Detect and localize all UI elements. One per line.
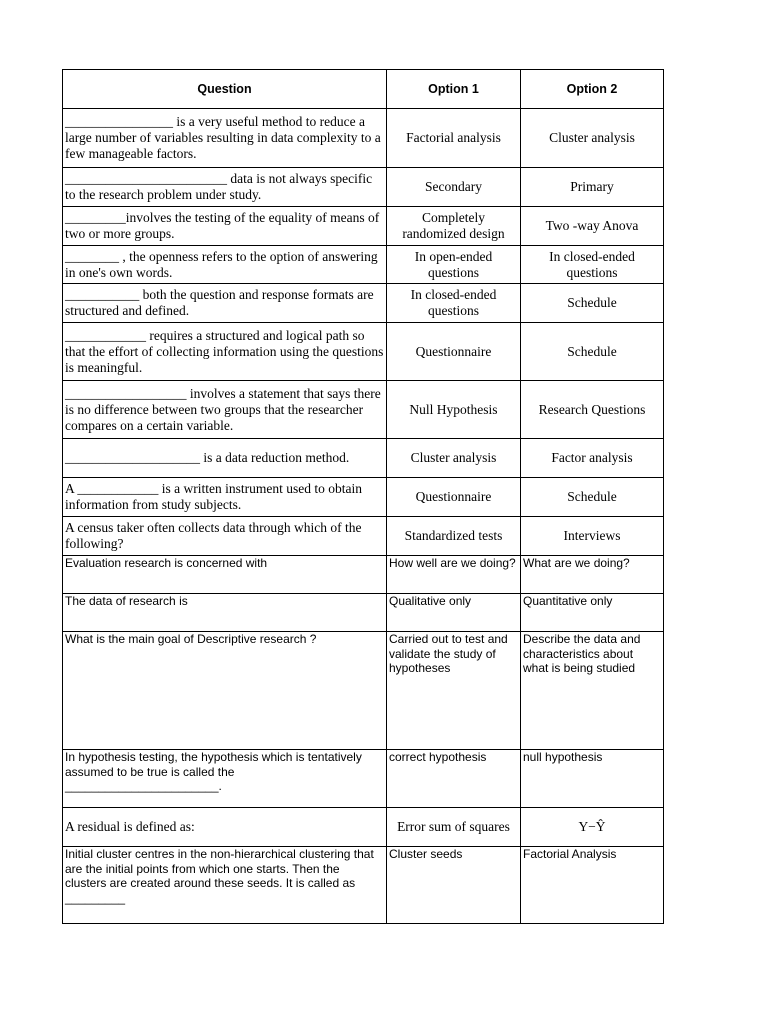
table-row <box>63 632 664 750</box>
table-row <box>63 847 664 924</box>
question-cell: __________________ involves a statement that says there is no difference between two groups that the researcher compares on a certain variable. <box>63 381 387 439</box>
option-2-cell: Y−Ŷ <box>521 808 664 847</box>
option-2-cell: Primary <box>521 168 664 207</box>
option-1-cell: Completely randomized design <box>387 207 521 246</box>
option-2-cell: Research Questions <box>521 381 664 439</box>
header-row <box>63 70 664 109</box>
option-1-cell: Null Hypothesis <box>387 381 521 439</box>
option-1-cell: Error sum of squares <box>387 808 521 847</box>
question-cell: ________ , the openness refers to the option of answering in one's own words. <box>63 246 387 284</box>
table-row <box>63 439 664 478</box>
option-1-cell: Factorial analysis <box>387 109 521 168</box>
header-option-1: Option 1 <box>387 70 521 109</box>
table-row <box>63 808 664 847</box>
question-cell: Evaluation research is concerned with <box>63 556 387 594</box>
option-1-cell: Standardized tests <box>387 517 521 556</box>
option-2-cell: Describe the data and characteristics about what is being studied <box>521 632 664 750</box>
option-1-cell: Cluster seeds <box>387 847 521 924</box>
question-cell: A ____________ is a written instrument used to obtain information from study subjects. <box>63 478 387 517</box>
question-cell: ________________ is a very useful method to reduce a large number of variables resulting in data complexity to a few manageable factors. <box>63 109 387 168</box>
option-1-cell: Cluster analysis <box>387 439 521 478</box>
option-1-cell: Secondary <box>387 168 521 207</box>
question-cell: ____________________ is a data reduction method. <box>63 439 387 478</box>
option-1-cell: In open-ended questions <box>387 246 521 284</box>
question-cell: ____________ requires a structured and logical path so that the effort of collecting information using the questions is meaningful. <box>63 323 387 381</box>
option-2-cell: Two -way Anova <box>521 207 664 246</box>
table-row <box>63 478 664 517</box>
option-1-cell: Qualitative only <box>387 594 521 632</box>
question-cell: A residual is defined as: <box>63 808 387 847</box>
option-2-cell: Factorial Analysis <box>521 847 664 924</box>
table-row <box>63 284 664 323</box>
table-row <box>63 168 664 207</box>
option-2-cell: In closed-ended questions <box>521 246 664 284</box>
table-row <box>63 207 664 246</box>
table-row <box>63 323 664 381</box>
question-cell: Initial cluster centres in the non-hierarchical clustering that are the initial points from which one starts. Then the clusters are created around these seeds. It is called as _________ <box>63 847 387 924</box>
question-cell: What is the main goal of Descriptive research ? <box>63 632 387 750</box>
option-2-cell: Interviews <box>521 517 664 556</box>
option-1-cell: Carried out to test and validate the study of hypotheses <box>387 632 521 750</box>
option-2-cell: Schedule <box>521 284 664 323</box>
table-row <box>63 556 664 594</box>
option-2-cell: null hypothesis <box>521 750 664 808</box>
table-row <box>63 109 664 168</box>
option-2-cell: Quantitative only <box>521 594 664 632</box>
header-question: Question <box>63 70 387 109</box>
question-cell: A census taker often collects data through which of the following? <box>63 517 387 556</box>
option-2-cell: Schedule <box>521 323 664 381</box>
option-2-cell: Cluster analysis <box>521 109 664 168</box>
question-cell: _________involves the testing of the equality of means of two or more groups. <box>63 207 387 246</box>
option-1-cell: Questionnaire <box>387 478 521 517</box>
option-2-cell: Schedule <box>521 478 664 517</box>
option-1-cell: correct hypothesis <box>387 750 521 808</box>
questions-table <box>62 69 664 924</box>
table-row <box>63 246 664 284</box>
question-cell: In hypothesis testing, the hypothesis which is tentatively assumed to be true is called the _______________________. <box>63 750 387 808</box>
option-1-cell: How well are we doing? <box>387 556 521 594</box>
option-1-cell: Questionnaire <box>387 323 521 381</box>
question-cell: ________________________ data is not always specific to the research problem under study. <box>63 168 387 207</box>
table-row <box>63 594 664 632</box>
header-option-2: Option 2 <box>521 70 664 109</box>
table-row <box>63 750 664 808</box>
question-cell: The data of research is <box>63 594 387 632</box>
option-2-cell: Factor analysis <box>521 439 664 478</box>
table-row <box>63 517 664 556</box>
question-cell: ___________ both the question and response formats are structured and defined. <box>63 284 387 323</box>
table-row <box>63 381 664 439</box>
option-2-cell: What are we doing? <box>521 556 664 594</box>
option-1-cell: In closed-ended questions <box>387 284 521 323</box>
